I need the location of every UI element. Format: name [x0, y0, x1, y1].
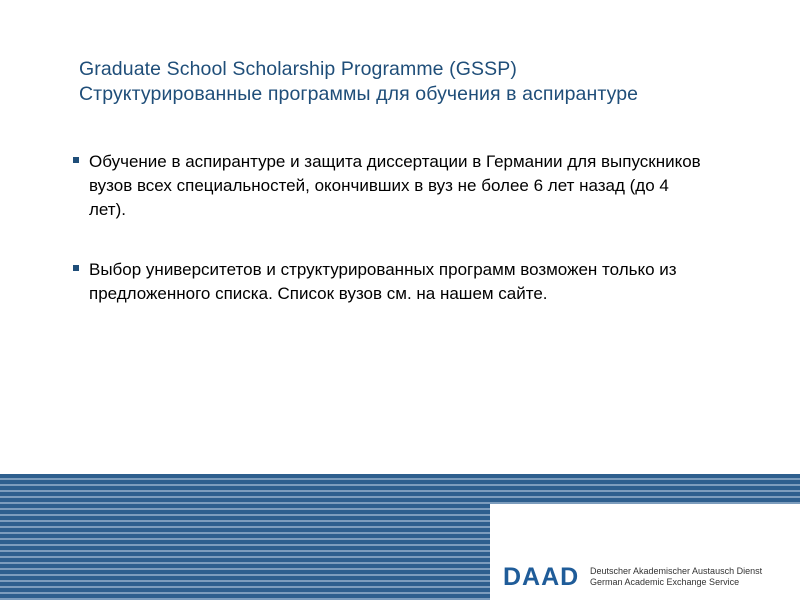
- square-bullet-icon: [73, 157, 79, 163]
- organization-name-english: German Academic Exchange Service: [590, 577, 740, 587]
- organization-name: [590, 566, 762, 588]
- title-line-russian: Структурированные программы для обучения в аспирантуре: [79, 83, 639, 105]
- square-bullet-icon: [73, 265, 79, 271]
- title-line-english: Graduate School Scholarship Programme (GSSP): [79, 58, 517, 80]
- daad-logo: DAAD: [503, 563, 580, 591]
- bullet-text: Выбор университетов и структурированных программ возможен только из предложенного списка. Список вузов см. на нашем сайте.: [89, 260, 677, 303]
- bullet-list: [72, 150, 702, 342]
- slide-title: [79, 57, 779, 107]
- bullet-text: Обучение в аспирантуре и защита диссертации в Германии для выпускников вузов всех специальностей, окончивших в вуз не более 6 лет назад (до 4 лет).: [89, 152, 701, 219]
- bullet-item: [72, 150, 702, 222]
- bullet-item: [72, 258, 702, 306]
- organization-name-german: Deutscher Akademischer Austausch Dienst: [590, 566, 763, 576]
